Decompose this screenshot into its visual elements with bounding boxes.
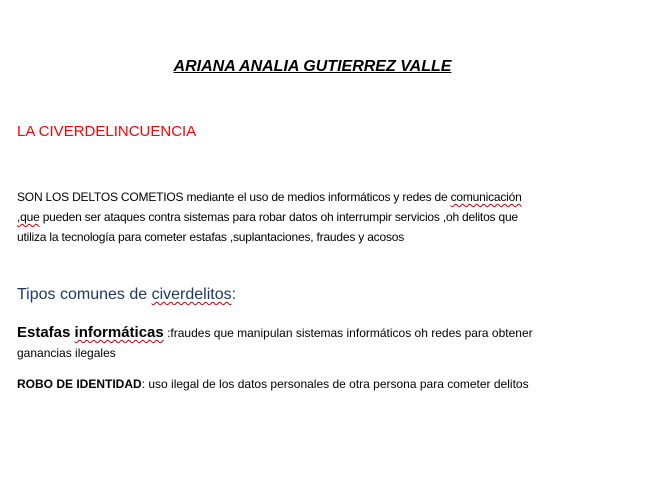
item-text: : uso ilegal de los datos personales de otra persona para cometer delitos <box>141 377 529 391</box>
section-heading: LA CIVERDELINCUENCIA <box>17 123 197 140</box>
paragraph-line-2 <box>17 207 647 227</box>
subheading <box>17 286 236 304</box>
list-item-estafas <box>17 323 647 363</box>
misspelled-word: comunicación <box>450 190 522 204</box>
item-lead: ROBO DE IDENTIDAD <box>17 377 142 391</box>
list-item-line-2: ganancias ilegales <box>17 346 116 360</box>
list-item-robo <box>17 375 647 393</box>
list-item-line-1 <box>17 323 647 343</box>
body-paragraph <box>17 187 647 247</box>
paragraph-line-2-text: pueden ser ataques contra sistemas para robar datos oh interrumpir servicios ,oh delitos que <box>39 210 518 224</box>
item-text: :fraudes que manipulan sistemas informáticos oh redes para obtener <box>163 326 533 340</box>
misspelled-word: informáticas <box>74 324 164 341</box>
subheading-text: Tipos comunes de <box>17 286 152 303</box>
paragraph-line-1-text: SON LOS DELTOS COMETIOS mediante el uso de medios informáticos y redes de <box>17 190 451 204</box>
paragraph-line-3: utiliza la tecnología para cometer estafas ,suplantaciones, fraudes y acosos <box>17 230 405 244</box>
item-lead-text: Estafas <box>17 324 75 341</box>
item-lead <box>17 324 164 341</box>
misspelled-word: civerdelitos <box>151 286 232 303</box>
paragraph-line-1 <box>17 187 647 207</box>
subheading-colon: : <box>231 286 237 303</box>
document-title: ARIANA ANALIA GUTIERREZ VALLE <box>173 58 452 75</box>
misspelled-word: ,que <box>17 210 40 224</box>
